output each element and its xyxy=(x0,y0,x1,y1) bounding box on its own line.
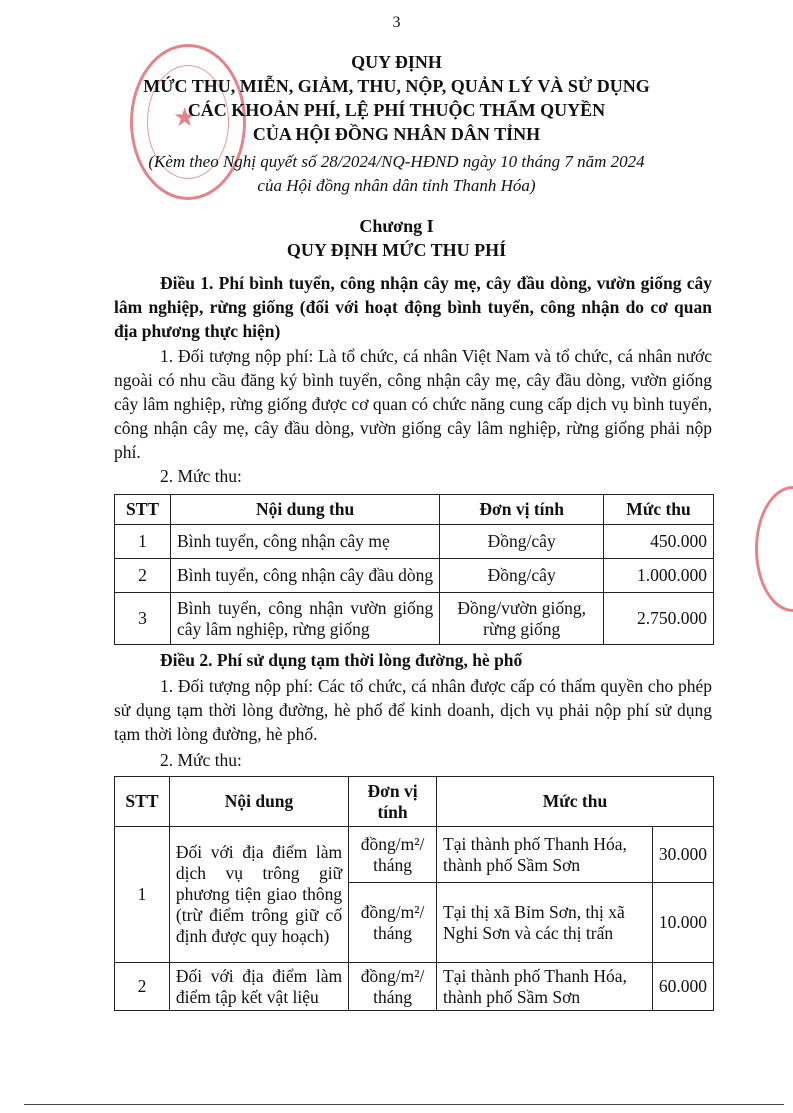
cell-unit: đồng/m²/ tháng xyxy=(349,883,437,963)
cell-rate: 30.000 xyxy=(652,827,713,883)
table-header-row xyxy=(115,777,714,827)
cell-stt: 1 xyxy=(115,827,170,963)
cell-stt: 2 xyxy=(115,559,171,593)
article-2-paragraph-2: 2. Mức thu: xyxy=(160,750,242,770)
table-row xyxy=(115,963,714,1011)
document-title-line-2: MỨC THU, MIỄN, GIẢM, THU, NỘP, QUẢN LÝ VÀ SỬ DỤNG xyxy=(143,76,650,96)
cell-unit: Đồng/cây xyxy=(440,559,604,593)
column-header: STT xyxy=(115,777,170,827)
cell-unit: đồng/m²/ tháng xyxy=(349,963,437,1011)
column-header: Nội dung thu xyxy=(170,495,439,525)
table-header-row xyxy=(115,495,714,525)
star-icon: ★ xyxy=(173,103,197,132)
fee-table-2 xyxy=(114,776,714,1011)
table-row xyxy=(115,525,714,559)
document-note-line-1: (Kèm theo Nghị quyết số 28/2024/NQ-HĐND ngày 10 tháng 7 năm 2024 xyxy=(148,152,645,171)
article-1-title: Điều 1. Phí bình tuyển, công nhận cây mẹ, cây đầu dòng, vườn giống cây lâm nghiệp, rừng giống (đối với hoạt động bình tuyển, công nhận do cơ quan địa phương thực hiện) xyxy=(114,273,712,341)
cell-content: Bình tuyển, công nhận cây đầu dòng xyxy=(170,559,439,593)
cell-rate: 1.000.000 xyxy=(604,559,714,593)
table-row xyxy=(115,593,714,645)
cell-area: Tại thành phố Thanh Hóa, thành phố Sầm Sơn xyxy=(437,963,653,1011)
cell-unit: Đồng/cây xyxy=(440,525,604,559)
document-title: QUY ĐỊNH xyxy=(351,52,442,72)
cell-unit: Đồng/vườn giống, rừng giống xyxy=(440,593,604,645)
cell-stt: 2 xyxy=(115,963,170,1011)
column-header: Mức thu xyxy=(604,495,714,525)
cell-content: Bình tuyển, công nhận vườn giống cây lâm nghiệp, rừng giống xyxy=(170,593,439,645)
table-row xyxy=(115,559,714,593)
cell-stt: 1 xyxy=(115,525,171,559)
cell-content: Bình tuyển, công nhận cây mẹ xyxy=(170,525,439,559)
document-title-line-4: CỦA HỘI ĐỒNG NHÂN DÂN TỈNH xyxy=(252,124,541,144)
column-header: Mức thu xyxy=(437,777,714,827)
cell-content: Đối với địa điểm làm điểm tập kết vật liệu xyxy=(169,963,348,1011)
cell-rate: 10.000 xyxy=(652,883,713,963)
cell-unit: đồng/m²/ tháng xyxy=(349,827,437,883)
chapter-number: Chương I xyxy=(359,216,434,236)
table-row xyxy=(115,827,714,883)
column-header: STT xyxy=(115,495,171,525)
article-2-title: Điều 2. Phí sử dụng tạm thời lòng đường, hè phố xyxy=(160,650,523,670)
cell-stt: 3 xyxy=(115,593,171,645)
footer-divider xyxy=(24,1104,784,1105)
cell-area: Tại thành phố Thanh Hóa, thành phố Sầm Sơn xyxy=(437,827,653,883)
cell-content: Đối với địa điểm làm dịch vụ trông giữ phương tiện giao thông (trừ điểm trông giữ cố định được quy hoạch) xyxy=(169,827,348,963)
cell-rate: 2.750.000 xyxy=(604,593,714,645)
article-2-paragraph-1: 1. Đối tượng nộp phí: Các tổ chức, cá nhân được cấp có thẩm quyền cho phép sử dụng tạm thời lòng đường, hè phố để kinh doanh, dịch vụ phải nộp phí sử dụng tạm thời lòng đường, hè phố. xyxy=(114,676,712,744)
column-header: Đơn vị tính xyxy=(349,777,437,827)
chapter-title: QUY ĐỊNH MỨC THU PHÍ xyxy=(286,240,507,260)
fee-table-1 xyxy=(114,494,714,645)
red-seal-stamp-edge xyxy=(755,486,793,612)
column-header: Nội dung xyxy=(169,777,348,827)
cell-rate: 450.000 xyxy=(604,525,714,559)
article-1-paragraph-1: 1. Đối tượng nộp phí: Là tổ chức, cá nhân Việt Nam và tổ chức, cá nhân nước ngoài có nhu cầu đăng ký bình tuyển, công nhận cây mẹ, cây đầu dòng, vườn giống cây lâm nghiệp, rừng giống được cơ quan có chức năng cung cấp dịch vụ bình tuyển, công nhận cây mẹ, cây đầu dòng, vườn giống cây lâm nghiệp, rừng giống phải nộp phí. xyxy=(114,346,712,462)
page-number: 3 xyxy=(392,14,401,31)
document-note-line-2: của Hội đồng nhân dân tỉnh Thanh Hóa) xyxy=(257,176,536,195)
cell-area: Tại thị xã Bỉm Sơn, thị xã Nghi Sơn và các thị trấn xyxy=(437,883,653,963)
column-header: Đơn vị tính xyxy=(440,495,604,525)
cell-rate: 60.000 xyxy=(652,963,713,1011)
document-title-line-3: CÁC KHOẢN PHÍ, LỆ PHÍ THUỘC THẨM QUYỀN xyxy=(187,100,606,120)
article-1-paragraph-2: 2. Mức thu: xyxy=(160,466,242,486)
